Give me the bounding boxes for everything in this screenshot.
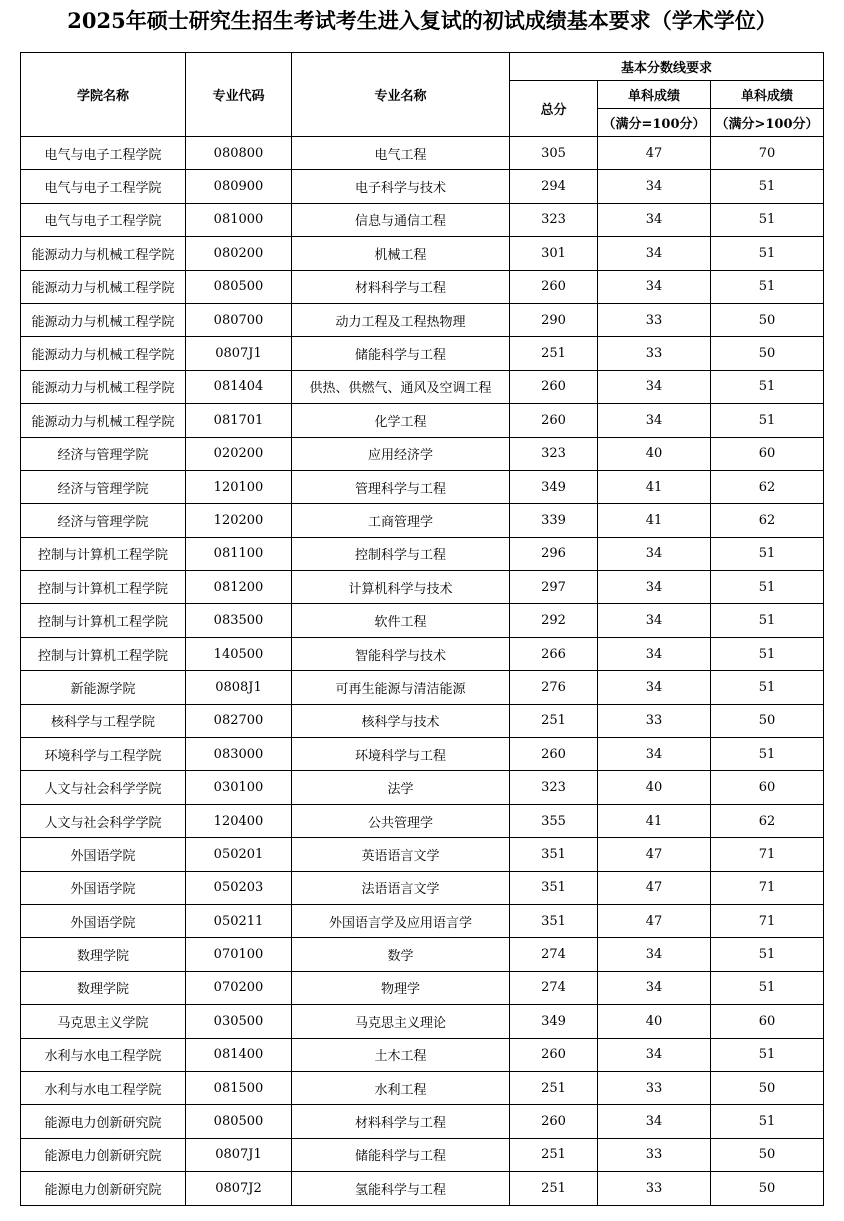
major-cell: 管理科学与工程 xyxy=(292,470,510,503)
code-cell: 080500 xyxy=(186,270,292,303)
single-100-cell: 34 xyxy=(598,237,711,270)
code-cell: 050201 xyxy=(186,838,292,871)
single-100-cell: 41 xyxy=(598,470,711,503)
total-score-cell: 260 xyxy=(510,1105,598,1138)
college-cell: 环境科学与工程学院 xyxy=(21,738,186,771)
major-cell: 物理学 xyxy=(292,971,510,1004)
major-cell: 工商管理学 xyxy=(292,504,510,537)
total-score-cell: 301 xyxy=(510,237,598,270)
table-row xyxy=(21,838,824,871)
total-score-cell: 260 xyxy=(510,370,598,403)
table-row xyxy=(21,170,824,203)
college-cell: 能源动力与机械工程学院 xyxy=(21,404,186,437)
total-score-cell: 260 xyxy=(510,1038,598,1071)
college-cell: 经济与管理学院 xyxy=(21,504,186,537)
single-over-100-cell: 62 xyxy=(711,470,824,503)
single-over-100-cell: 60 xyxy=(711,771,824,804)
major-cell: 智能科学与技术 xyxy=(292,637,510,670)
code-cell: 020200 xyxy=(186,437,292,470)
major-cell: 外国语言学及应用语言学 xyxy=(292,904,510,937)
page-title: 2025年硕士研究生招生考试考生进入复试的初试成绩基本要求（学术学位） xyxy=(67,8,777,33)
header-code: 专业代码 xyxy=(186,53,292,137)
total-score-cell: 290 xyxy=(510,303,598,336)
code-cell: 140500 xyxy=(186,637,292,670)
single-100-cell: 34 xyxy=(598,370,711,403)
single-100-cell: 40 xyxy=(598,437,711,470)
header-single-over-100: 单科成绩 xyxy=(711,81,824,109)
single-100-cell: 41 xyxy=(598,804,711,837)
single-over-100-cell: 51 xyxy=(711,270,824,303)
code-cell: 083000 xyxy=(186,738,292,771)
major-cell: 核科学与技术 xyxy=(292,704,510,737)
single-over-100-cell: 50 xyxy=(711,1172,824,1205)
college-cell: 外国语学院 xyxy=(21,838,186,871)
college-cell: 能源电力创新研究院 xyxy=(21,1105,186,1138)
table-row xyxy=(21,203,824,236)
code-cell: 070100 xyxy=(186,938,292,971)
single-100-cell: 34 xyxy=(598,637,711,670)
header-basic-requirements: 基本分数线要求 xyxy=(510,53,824,81)
college-cell: 电气与电子工程学院 xyxy=(21,203,186,236)
college-cell: 控制与计算机工程学院 xyxy=(21,537,186,570)
code-cell: 081000 xyxy=(186,203,292,236)
table-row xyxy=(21,370,824,403)
college-cell: 控制与计算机工程学院 xyxy=(21,637,186,670)
total-score-cell: 251 xyxy=(510,1071,598,1104)
major-cell: 法学 xyxy=(292,771,510,804)
single-100-cell: 34 xyxy=(598,671,711,704)
total-score-cell: 355 xyxy=(510,804,598,837)
table-row xyxy=(21,470,824,503)
single-over-100-cell: 51 xyxy=(711,404,824,437)
single-over-100-cell: 51 xyxy=(711,938,824,971)
table-row xyxy=(21,604,824,637)
major-cell: 计算机科学与技术 xyxy=(292,571,510,604)
college-cell: 新能源学院 xyxy=(21,671,186,704)
single-over-100-cell: 51 xyxy=(711,1038,824,1071)
single-100-cell: 33 xyxy=(598,1172,711,1205)
total-score-cell: 323 xyxy=(510,203,598,236)
table-body xyxy=(21,137,824,1206)
code-cell: 050211 xyxy=(186,904,292,937)
college-cell: 经济与管理学院 xyxy=(21,437,186,470)
major-cell: 化学工程 xyxy=(292,404,510,437)
college-cell: 外国语学院 xyxy=(21,904,186,937)
major-cell: 储能科学与工程 xyxy=(292,1138,510,1171)
single-100-cell: 34 xyxy=(598,203,711,236)
table-row xyxy=(21,337,824,370)
table-row xyxy=(21,738,824,771)
code-cell: 080500 xyxy=(186,1105,292,1138)
table-header xyxy=(21,53,824,137)
code-cell: 120100 xyxy=(186,470,292,503)
code-cell: 0807J1 xyxy=(186,1138,292,1171)
table-row xyxy=(21,1105,824,1138)
college-cell: 人文与社会科学学院 xyxy=(21,804,186,837)
code-cell: 0807J2 xyxy=(186,1172,292,1205)
total-score-cell: 274 xyxy=(510,971,598,1004)
total-score-cell: 323 xyxy=(510,771,598,804)
total-score-cell: 276 xyxy=(510,671,598,704)
single-100-cell: 34 xyxy=(598,404,711,437)
total-score-cell: 351 xyxy=(510,838,598,871)
header-college: 学院名称 xyxy=(21,53,186,137)
college-cell: 能源动力与机械工程学院 xyxy=(21,370,186,403)
code-cell: 083500 xyxy=(186,604,292,637)
code-cell: 120400 xyxy=(186,804,292,837)
college-cell: 经济与管理学院 xyxy=(21,470,186,503)
table-row xyxy=(21,1005,824,1038)
single-over-100-cell: 51 xyxy=(711,571,824,604)
header-single-100: 单科成绩 xyxy=(598,81,711,109)
code-cell: 030100 xyxy=(186,771,292,804)
single-100-cell: 34 xyxy=(598,1105,711,1138)
single-over-100-cell: 50 xyxy=(711,337,824,370)
total-score-cell: 294 xyxy=(510,170,598,203)
total-score-cell: 260 xyxy=(510,270,598,303)
total-score-cell: 349 xyxy=(510,1005,598,1038)
college-cell: 核科学与工程学院 xyxy=(21,704,186,737)
major-cell: 材料科学与工程 xyxy=(292,270,510,303)
total-score-cell: 323 xyxy=(510,437,598,470)
single-100-cell: 47 xyxy=(598,137,711,170)
college-cell: 能源动力与机械工程学院 xyxy=(21,237,186,270)
table-row xyxy=(21,871,824,904)
single-over-100-cell: 62 xyxy=(711,804,824,837)
single-over-100-cell: 71 xyxy=(711,904,824,937)
major-cell: 控制科学与工程 xyxy=(292,537,510,570)
college-cell: 电气与电子工程学院 xyxy=(21,137,186,170)
total-score-cell: 296 xyxy=(510,537,598,570)
single-100-cell: 34 xyxy=(598,537,711,570)
single-over-100-cell: 51 xyxy=(711,1105,824,1138)
code-cell: 081400 xyxy=(186,1038,292,1071)
single-over-100-cell: 70 xyxy=(711,137,824,170)
single-100-cell: 34 xyxy=(598,170,711,203)
code-cell: 081100 xyxy=(186,537,292,570)
single-over-100-cell: 51 xyxy=(711,971,824,1004)
major-cell: 软件工程 xyxy=(292,604,510,637)
college-cell: 控制与计算机工程学院 xyxy=(21,604,186,637)
table-row xyxy=(21,1038,824,1071)
table-row xyxy=(21,704,824,737)
table-row xyxy=(21,904,824,937)
table-row xyxy=(21,303,824,336)
table-row xyxy=(21,437,824,470)
college-cell: 能源动力与机械工程学院 xyxy=(21,303,186,336)
college-cell: 电气与电子工程学院 xyxy=(21,170,186,203)
single-100-cell: 33 xyxy=(598,1071,711,1104)
total-score-cell: 251 xyxy=(510,337,598,370)
single-100-cell: 33 xyxy=(598,337,711,370)
code-cell: 0808J1 xyxy=(186,671,292,704)
total-score-cell: 260 xyxy=(510,404,598,437)
college-cell: 外国语学院 xyxy=(21,871,186,904)
college-cell: 人文与社会科学学院 xyxy=(21,771,186,804)
single-over-100-cell: 50 xyxy=(711,1138,824,1171)
major-cell: 可再生能源与清洁能源 xyxy=(292,671,510,704)
code-cell: 081701 xyxy=(186,404,292,437)
college-cell: 数理学院 xyxy=(21,938,186,971)
table-row xyxy=(21,1071,824,1104)
table-row xyxy=(21,971,824,1004)
table-row xyxy=(21,270,824,303)
single-100-cell: 40 xyxy=(598,1005,711,1038)
code-cell: 0807J1 xyxy=(186,337,292,370)
single-100-cell: 33 xyxy=(598,1138,711,1171)
total-score-cell: 349 xyxy=(510,470,598,503)
code-cell: 081404 xyxy=(186,370,292,403)
single-100-cell: 47 xyxy=(598,904,711,937)
table-row xyxy=(21,571,824,604)
major-cell: 机械工程 xyxy=(292,237,510,270)
table-row xyxy=(21,804,824,837)
major-cell: 环境科学与工程 xyxy=(292,738,510,771)
single-100-cell: 34 xyxy=(598,971,711,1004)
total-score-cell: 351 xyxy=(510,871,598,904)
major-cell: 信息与通信工程 xyxy=(292,203,510,236)
table-row xyxy=(21,404,824,437)
major-cell: 储能科学与工程 xyxy=(292,337,510,370)
single-over-100-cell: 62 xyxy=(711,504,824,537)
major-cell: 水利工程 xyxy=(292,1071,510,1104)
total-score-cell: 274 xyxy=(510,938,598,971)
college-cell: 能源电力创新研究院 xyxy=(21,1172,186,1205)
major-cell: 法语语言文学 xyxy=(292,871,510,904)
major-cell: 英语语言文学 xyxy=(292,838,510,871)
single-100-cell: 33 xyxy=(598,704,711,737)
total-score-cell: 251 xyxy=(510,1138,598,1171)
code-cell: 080800 xyxy=(186,137,292,170)
header-major: 专业名称 xyxy=(292,53,510,137)
college-cell: 能源动力与机械工程学院 xyxy=(21,270,186,303)
major-cell: 数学 xyxy=(292,938,510,971)
major-cell: 电子科学与技术 xyxy=(292,170,510,203)
code-cell: 081200 xyxy=(186,571,292,604)
single-100-cell: 34 xyxy=(598,738,711,771)
table-row xyxy=(21,537,824,570)
code-cell: 080200 xyxy=(186,237,292,270)
single-over-100-cell: 71 xyxy=(711,838,824,871)
table-row xyxy=(21,771,824,804)
table-row xyxy=(21,237,824,270)
single-100-cell: 34 xyxy=(598,571,711,604)
table-row xyxy=(21,637,824,670)
college-cell: 水利与水电工程学院 xyxy=(21,1071,186,1104)
major-cell: 应用经济学 xyxy=(292,437,510,470)
single-over-100-cell: 50 xyxy=(711,704,824,737)
single-over-100-cell: 60 xyxy=(711,437,824,470)
college-cell: 能源动力与机械工程学院 xyxy=(21,337,186,370)
single-over-100-cell: 60 xyxy=(711,1005,824,1038)
header-total: 总分 xyxy=(510,81,598,137)
major-cell: 公共管理学 xyxy=(292,804,510,837)
code-cell: 080700 xyxy=(186,303,292,336)
table-row xyxy=(21,137,824,170)
single-100-cell: 47 xyxy=(598,838,711,871)
single-100-cell: 33 xyxy=(598,303,711,336)
total-score-cell: 305 xyxy=(510,137,598,170)
college-cell: 数理学院 xyxy=(21,971,186,1004)
single-over-100-cell: 50 xyxy=(711,1071,824,1104)
code-cell: 120200 xyxy=(186,504,292,537)
single-100-cell: 41 xyxy=(598,504,711,537)
single-over-100-cell: 51 xyxy=(711,170,824,203)
major-cell: 马克思主义理论 xyxy=(292,1005,510,1038)
single-100-cell: 47 xyxy=(598,871,711,904)
code-cell: 082700 xyxy=(186,704,292,737)
total-score-cell: 297 xyxy=(510,571,598,604)
college-cell: 控制与计算机工程学院 xyxy=(21,571,186,604)
single-over-100-cell: 51 xyxy=(711,203,824,236)
header-single-over-100-note: （满分>100分） xyxy=(711,109,824,137)
major-cell: 土木工程 xyxy=(292,1038,510,1071)
single-100-cell: 34 xyxy=(598,938,711,971)
college-cell: 水利与水电工程学院 xyxy=(21,1038,186,1071)
code-cell: 030500 xyxy=(186,1005,292,1038)
single-over-100-cell: 71 xyxy=(711,871,824,904)
single-over-100-cell: 51 xyxy=(711,237,824,270)
major-cell: 供热、供燃气、通风及空调工程 xyxy=(292,370,510,403)
major-cell: 氢能科学与工程 xyxy=(292,1172,510,1205)
header-single-100-note: （满分=100分） xyxy=(598,109,711,137)
table-row xyxy=(21,671,824,704)
single-over-100-cell: 51 xyxy=(711,671,824,704)
single-over-100-cell: 51 xyxy=(711,738,824,771)
table-row xyxy=(21,938,824,971)
single-over-100-cell: 51 xyxy=(711,604,824,637)
major-cell: 电气工程 xyxy=(292,137,510,170)
total-score-cell: 251 xyxy=(510,1172,598,1205)
table-row xyxy=(21,504,824,537)
score-table xyxy=(20,52,824,1206)
single-100-cell: 34 xyxy=(598,1038,711,1071)
single-over-100-cell: 51 xyxy=(711,370,824,403)
code-cell: 080900 xyxy=(186,170,292,203)
single-over-100-cell: 50 xyxy=(711,303,824,336)
single-100-cell: 34 xyxy=(598,270,711,303)
table-row xyxy=(21,1138,824,1171)
single-over-100-cell: 51 xyxy=(711,637,824,670)
college-cell: 马克思主义学院 xyxy=(21,1005,186,1038)
total-score-cell: 292 xyxy=(510,604,598,637)
code-cell: 050203 xyxy=(186,871,292,904)
table-row xyxy=(21,1172,824,1205)
total-score-cell: 351 xyxy=(510,904,598,937)
single-over-100-cell: 51 xyxy=(711,537,824,570)
total-score-cell: 339 xyxy=(510,504,598,537)
major-cell: 材料科学与工程 xyxy=(292,1105,510,1138)
total-score-cell: 251 xyxy=(510,704,598,737)
single-100-cell: 34 xyxy=(598,604,711,637)
single-100-cell: 40 xyxy=(598,771,711,804)
code-cell: 070200 xyxy=(186,971,292,1004)
major-cell: 动力工程及工程热物理 xyxy=(292,303,510,336)
total-score-cell: 260 xyxy=(510,738,598,771)
total-score-cell: 266 xyxy=(510,637,598,670)
college-cell: 能源电力创新研究院 xyxy=(21,1138,186,1171)
code-cell: 081500 xyxy=(186,1071,292,1104)
